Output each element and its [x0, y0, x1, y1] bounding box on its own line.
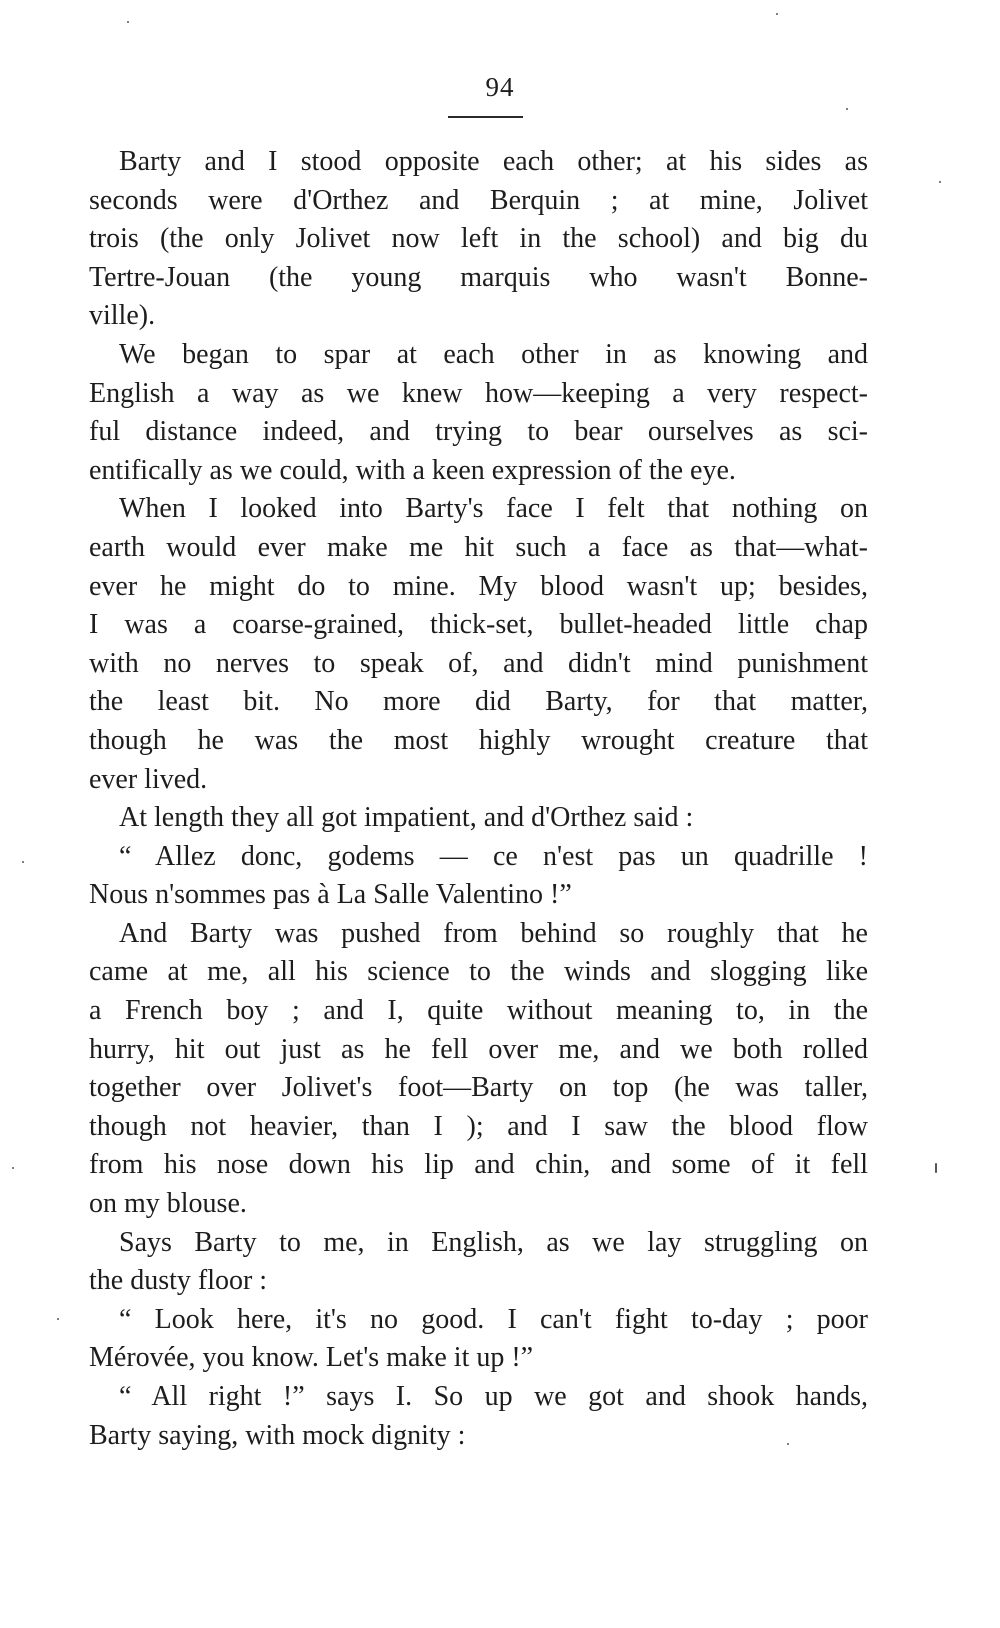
- text-line: ever lived.: [89, 763, 208, 795]
- text-line: together over Jolivet's foot—Barty on top (he was taller,: [89, 1072, 868, 1104]
- text-line: came at me, all his science to the winds and slogging like: [89, 956, 868, 988]
- text-line: seconds were d'Orthez and Berquin ; at mine, Jolivet: [89, 184, 868, 216]
- text-line: English a way as we knew how—keeping a very respect-: [89, 377, 868, 409]
- text-line: the least bit. No more did Barty, for that matter,: [89, 686, 868, 718]
- text-line: entifically as we could, with a keen expression of the eye.: [89, 454, 736, 486]
- text-line: Nous n'sommes pas à La Salle Valentino !”: [89, 879, 572, 911]
- text-line: from his nose down his lip and chin, and some of it fell: [89, 1149, 868, 1181]
- text-line: At length they all got impatient, and d'Orthez said :: [119, 802, 694, 834]
- paragraph: [89, 915, 868, 1224]
- scan-speck: [22, 861, 24, 863]
- scan-speck: [12, 1167, 14, 1169]
- text-line: I was a coarse-grained, thick-set, bullet-headed little chap: [89, 609, 868, 641]
- text-line: “ All right !” says I. So up we got and shook hands,: [119, 1381, 868, 1412]
- scan-speck: [787, 1443, 789, 1445]
- text-line: though he was the most highly wrought creature that: [89, 724, 868, 756]
- text-line: And Barty was pushed from behind so roughly that he: [119, 917, 868, 949]
- text-line: ful distance indeed, and trying to bear ourselves as sci-: [89, 416, 868, 448]
- text-line: a French boy ; and I, quite without meaning to, in the: [89, 995, 868, 1027]
- text-line: Mérovée, you know. Let's make it up !”: [89, 1342, 534, 1374]
- text-line: hurry, hit out just as he fell over me, and we both rolled: [89, 1033, 868, 1065]
- body-text: [89, 143, 868, 1455]
- text-line: though not heavier, than I ); and I saw the blood flow: [89, 1110, 868, 1142]
- scan-speck: [127, 21, 129, 23]
- paragraph: [89, 143, 868, 336]
- paragraph: [89, 1224, 868, 1301]
- paragraph: [89, 1378, 868, 1455]
- paragraph: [89, 490, 868, 799]
- scan-speck: [776, 13, 778, 15]
- text-line: with no nerves to speak of, and didn't mind punishment: [89, 647, 868, 679]
- paragraph: [89, 1301, 868, 1378]
- text-line: Says Barty to me, in English, as we lay struggling on: [119, 1226, 868, 1258]
- text-line: “ Allez donc, godems — ce n'est pas un quadrille !: [119, 840, 868, 872]
- text-line: We began to spar at each other in as knowing and: [119, 338, 868, 370]
- text-line: the dusty floor :: [89, 1265, 268, 1297]
- text-line: When I looked into Barty's face I felt that nothing on: [119, 493, 868, 525]
- paragraph: [89, 838, 868, 915]
- scan-speck: [935, 1163, 937, 1173]
- text-line: Barty and I stood opposite each other; at his sides as: [119, 146, 868, 177]
- text-line: Barty saying, with mock dignity :: [89, 1419, 466, 1451]
- text-line: earth would ever make me hit such a face as that—what-: [89, 531, 868, 563]
- paragraph: [89, 799, 868, 838]
- text-line: on my blouse.: [89, 1188, 247, 1220]
- text-line: “ Look here, it's no good. I can't fight to-day ; poor: [119, 1303, 868, 1335]
- text-line: ever he might do to mine. My blood wasn't up; besides,: [89, 570, 868, 602]
- text-line: Tertre-Jouan (the young marquis who wasn't Bonne-: [89, 261, 868, 293]
- scan-speck: [846, 108, 848, 110]
- page-number: 94: [485, 72, 515, 102]
- page-number-rule: [448, 116, 523, 118]
- paragraph: [89, 336, 868, 490]
- text-line: ville).: [89, 300, 156, 332]
- scan-speck: [939, 181, 941, 183]
- text-line: trois (the only Jolivet now left in the school) and big du: [89, 223, 868, 255]
- scan-speck: [57, 1318, 59, 1320]
